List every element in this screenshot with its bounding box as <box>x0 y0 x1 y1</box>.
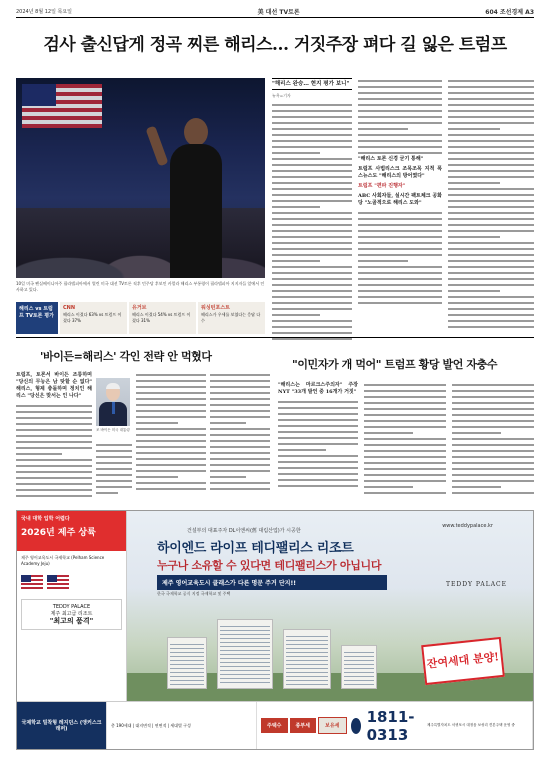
speaker-figure <box>166 118 226 278</box>
poll-item: 워싱턴포스트 해리스가 우세를 보였다는 응답 다수 <box>198 302 265 334</box>
ad-bar-info: 총 190세대 | 대지면적 | 연면적 | 세대별 구성 <box>107 702 257 749</box>
article-body-text <box>452 382 534 496</box>
poll-item: CNN 해리스 이겼다 63% vs 트럼프 이겼다 37% <box>60 302 127 334</box>
ad-url[interactable]: www.teddypalace.kr <box>442 523 493 529</box>
portrait-caption: 조 바이든 미국 대통령 <box>96 428 130 432</box>
ad-school-text: 제주 영어교육도시 국제학교 (Pelham Science Academy Jeju) <box>21 555 105 566</box>
article-right-col1 <box>278 382 358 489</box>
ad-title: 하이엔드 라이프 테디팰리스 리조트 <box>157 541 354 556</box>
ad-badge: 보유세 <box>318 717 347 734</box>
article-headline-right: "이민자가 개 먹어" 트럼프 황당 발언 자충수 <box>292 358 498 371</box>
section-title: 美 대선 TV토론 <box>257 9 300 16</box>
ad-building-graphic <box>283 629 331 689</box>
advertisement[interactable] <box>16 510 534 750</box>
byline: 뉴욕=기자 <box>272 93 291 98</box>
article-body-text <box>16 403 92 499</box>
article-body-text <box>448 78 534 332</box>
section-divider <box>16 337 534 338</box>
article-body-text <box>136 372 206 496</box>
ad-phone-number[interactable]: 1811-0313 <box>366 707 415 744</box>
article-body-text <box>358 78 442 156</box>
ad-top-line: 건설부의 대표주자 DL이앤씨(舊 대림산업)가 시공한 <box>187 528 301 534</box>
ad-sale-stamp: 잔여세대 분양! <box>421 637 505 685</box>
us-flag-icon <box>47 575 69 589</box>
ad-logo: TEDDY PALACE <box>446 581 507 588</box>
article-body-text <box>364 382 446 496</box>
subhead: ABC 사회자들, 실시간 팩트체크 공화당 "노골적으로 해리스 도와" <box>358 193 442 206</box>
ad-phone[interactable] <box>351 702 424 749</box>
ad-banner: 제주 영어교육도시 클래스가 다른 명문 주거 단지!! <box>157 575 387 590</box>
page-label: 604 조선경제 <box>485 9 524 16</box>
article-right-col2 <box>364 382 446 496</box>
subhead: 트럼프 "편파 진행자" <box>358 183 406 189</box>
ad-flags <box>17 571 126 593</box>
us-flag-graphic <box>22 84 102 128</box>
biden-portrait <box>96 378 130 426</box>
analysis-box-head: "해리스 완승… 현지 평가 보니" <box>272 78 352 90</box>
article-body-text <box>210 372 270 496</box>
article-body-text <box>96 442 132 496</box>
article-body-text <box>272 102 352 344</box>
ad-teddy-box: TEDDY PALACE 제주 최고급 리조트 "최고의 품격" <box>21 599 122 630</box>
photo-caption: 10일 미국 펜실베이니아주 필라델피아에서 열린 미국 대선 TV토론 직후 민주당 후보인 카멀라 해리스 부통령이 필라델피아 지지자들 앞에서 인사하고 있다. <box>16 281 265 292</box>
subhead: 트럼프 사법리스크 조목조목 지적 폭스뉴스도 "해리스의 방어였다" <box>358 166 442 179</box>
ad-school-panel <box>17 511 127 703</box>
issue-date: 2024년 8월 12일 목요일 <box>16 9 73 15</box>
article-left-body <box>96 442 132 496</box>
ad-building-graphic <box>341 645 377 689</box>
article-left-col3 <box>210 372 270 496</box>
article-left-lead <box>16 372 92 499</box>
subhead: "해리스 토론 신경 굳기 통해" <box>358 156 424 162</box>
article-body-text <box>278 399 358 489</box>
ad-note: 한국 국제학교 공식 지정 국제학교 및 주택 <box>157 591 231 596</box>
article-body-text <box>358 210 442 306</box>
ad-building-graphic <box>217 619 273 689</box>
ad-address: 제주특별자치도 서귀포시 대정읍 보성리 견본주택 운영 중 <box>423 702 533 749</box>
ad-badge: 종부세 <box>290 718 317 733</box>
masthead <box>16 6 534 18</box>
poll-box <box>16 302 265 334</box>
article-right-col3 <box>452 382 534 496</box>
article-lead: "해리스는 마르크스주의자" 주장 NYT "33개 발언 중 16개가 거짓" <box>278 382 358 395</box>
article-column-2 <box>358 78 442 306</box>
ad-bar-label: 국제학교 밀착형 레지던스 (앵커스크래퍼) <box>17 702 107 749</box>
phone-icon <box>351 718 361 734</box>
poll-item: 유거브 해리스 이겼다 54% vs 트럼프 이겼다 31% <box>129 302 196 334</box>
article-column-3 <box>448 78 534 332</box>
us-flag-icon <box>21 575 43 589</box>
article-lead: 트럼프, 토론서 바이든 조롱하며 "당신의 무능은 남 탓할 순 없다" 해리스, 형제 충돌하며 정치인 해리스 "당신은 맞서는 인 나다" <box>16 372 92 399</box>
article-headline-left: '바이든=해리스' 각인 전략 안 먹혔다 <box>40 350 212 363</box>
main-headline: 검사 출신답게 정곡 찌른 해리스… 거짓주장 펴다 길 잃은 트럼프 <box>43 35 507 55</box>
ad-building-graphic <box>167 637 207 689</box>
crowd-graphic <box>16 208 265 278</box>
ad-resort-panel <box>127 511 533 703</box>
ad-subtitle: 누구나 소유할 수 있다면 테디팰리스가 아닙니다 <box>157 559 382 572</box>
lead-photo <box>16 78 265 278</box>
ad-tax-badges <box>257 702 351 749</box>
ad-info-bar <box>17 701 533 749</box>
ad-badge: 주택수 <box>261 718 288 733</box>
page-number: A3 <box>525 9 534 16</box>
article-column-1 <box>272 78 352 344</box>
ad-school-banner: 국내 대학 입학 어렵다 2026년 제주 상륙 <box>17 511 126 551</box>
article-left-col2 <box>136 372 206 496</box>
poll-label: 해리스 vs 트럼프 TV토론 평가 <box>16 302 58 334</box>
